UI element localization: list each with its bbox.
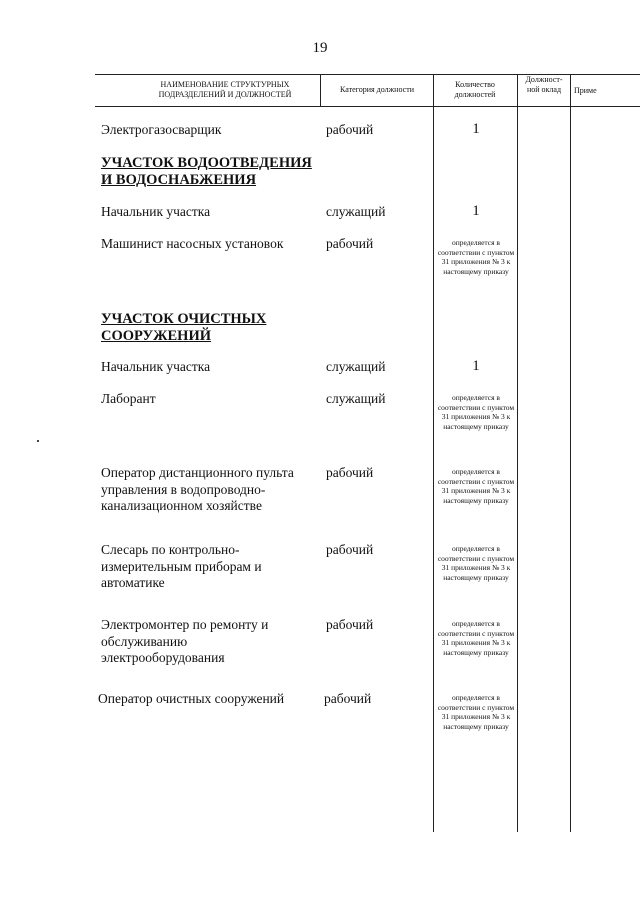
scan-artifact [37,440,39,442]
position-count-note: определяется в соответствии с пунктом 31 приложения № 3 к настоящему приказу [437,393,515,431]
position-category: рабочий [324,691,372,706]
position-name: Машинист насосных установок [101,236,284,251]
position-name: Начальник участка [101,359,211,374]
position-count-note: определяется в соответствии с пунктом 31 приложения № 3 к настоящему приказу [437,544,515,582]
position-category: служащий [326,204,386,219]
position-count-note: определяется в соответствии с пунктом 31 приложения № 3 к настоящему приказу [437,619,515,657]
section-heading: УЧАСТОК ОЧИСТНЫХ СООРУЖЕНИЙ [101,311,267,344]
position-count: 1 [472,358,480,374]
position-name: Оператор дистанционного пульта управления в водопроводно-канализационном хозяйстве [101,465,294,513]
position-count-note: определяется в соответствии с пунктом 31 приложения № 3 к настоящему приказу [437,467,515,505]
page-number: 19 [312,40,328,56]
col-divider-4 [570,74,571,832]
header-notes-column: Приме [574,86,597,95]
position-count: 1 [472,121,480,137]
position-category: служащий [326,391,386,406]
section-heading: УЧАСТОК ВОДООТВЕДЕНИЯ И ВОДОСНАБЖЕНИЯ [101,155,312,188]
position-name: Начальник участка [101,204,211,219]
header-category-column: Категория должности [340,85,414,94]
header-bottom-border [95,106,640,107]
position-category: служащий [326,359,386,374]
header-name-column: НАИМЕНОВАНИЕ СТРУКТУРНЫХ ПОДРАЗДЕЛЕНИЙ И ДОЛЖНОСТЕЙ [158,80,292,99]
position-category: рабочий [326,617,374,632]
position-category: рабочий [326,236,374,251]
position-category: рабочий [326,465,374,480]
position-name: Электрогазосварщик [101,122,222,137]
position-count-note: определяется в соответствии с пунктом 31 приложения № 3 к настоящему приказу [437,238,515,276]
position-count: 1 [472,203,480,219]
header-salary-column: Должност-ной оклад [525,75,563,94]
position-category: рабочий [326,122,374,137]
position-name: Лаборант [101,391,156,406]
position-count-note: определяется в соответствии с пунктом 31 приложения № 3 к настоящему приказу [437,693,515,731]
position-name: Слесарь по контрольно-измерительным приборам и автоматике [101,542,262,590]
position-name: Электромонтер по ремонту и обслуживанию электрооборудования [101,617,269,665]
position-name: Оператор очистных сооружений [98,691,285,706]
position-category: рабочий [326,542,374,557]
header-count-column: Количество должностей [454,80,496,99]
col-divider-1 [320,74,321,106]
